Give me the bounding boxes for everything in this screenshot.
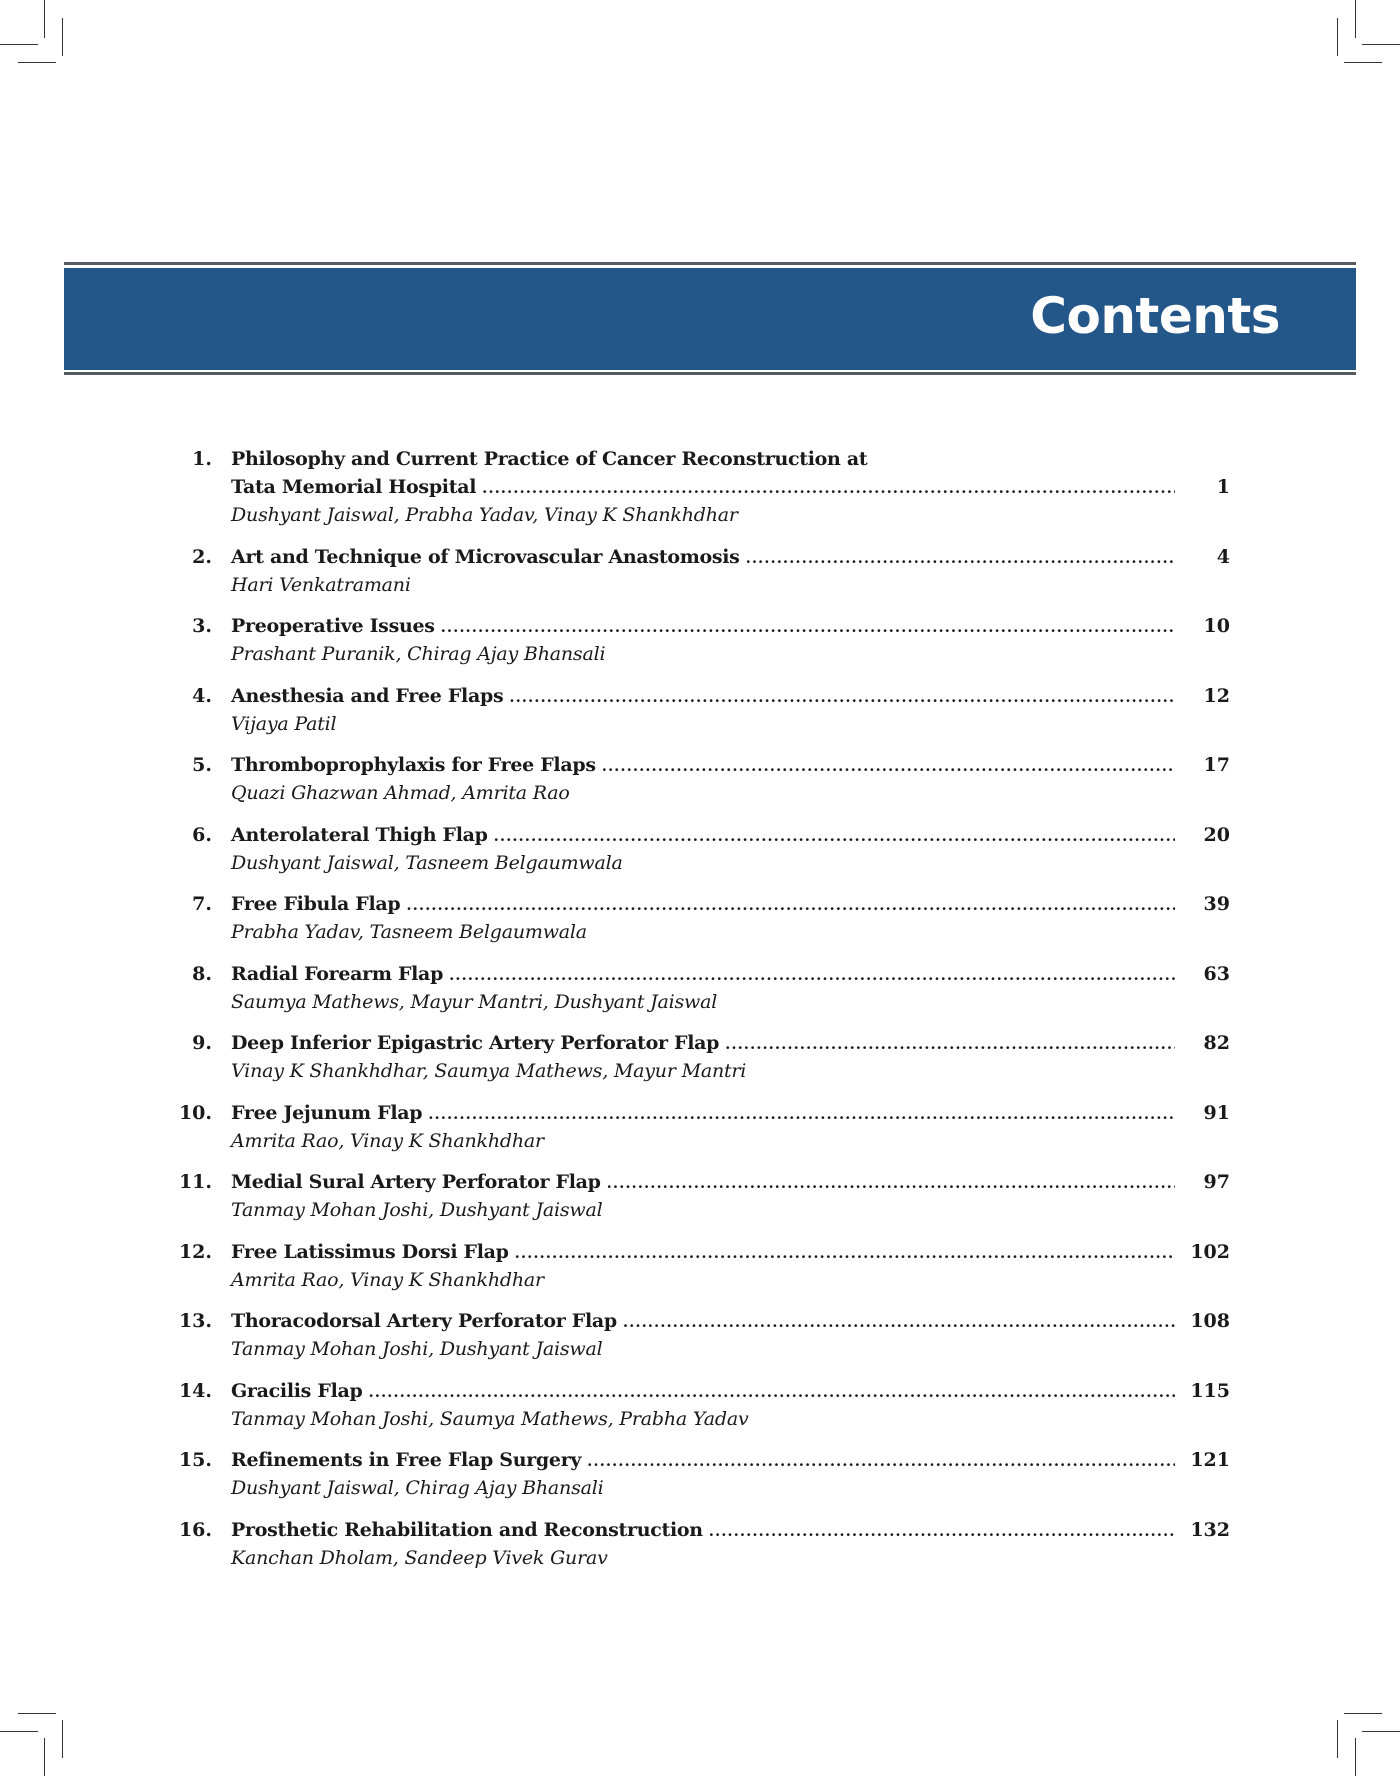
- chapter-title[interactable]: Free Latissimus Dorsi Flap: [231, 1240, 509, 1263]
- chapter-authors: Amrita Rao, Vinay K Shankhdhar: [231, 1268, 544, 1291]
- toc-entry-title-line: [160, 473, 1230, 501]
- chapter-number: 13.: [178, 1310, 212, 1332]
- toc-entry[interactable]: [160, 1516, 1230, 1572]
- chapter-authors: Saumya Mathews, Mayur Mantri, Dushyant Jaiswal: [231, 990, 718, 1013]
- toc-entry-first-line: [160, 445, 1230, 473]
- page-number: 108: [1190, 1310, 1230, 1332]
- chapter-authors: Vijaya Patil: [231, 712, 337, 735]
- page-number: 4: [1216, 545, 1230, 568]
- dot-leader: [623, 1308, 1175, 1336]
- chapter-authors: Hari Venkatramani: [231, 573, 411, 596]
- chapter-number: 11.: [178, 1171, 212, 1193]
- chapter-number: 10.: [178, 1101, 212, 1124]
- page-number: 121: [1190, 1449, 1230, 1471]
- chapter-title[interactable]: Refinements in Free Flap Surgery: [231, 1449, 582, 1471]
- chapter-title[interactable]: Anterolateral Thigh Flap: [231, 823, 488, 846]
- chapter-title[interactable]: Prosthetic Rehabilitation and Reconstruction: [231, 1518, 703, 1541]
- chapter-title-line-1: Philosophy and Current Practice of Cancer Reconstruction at: [231, 448, 868, 470]
- page-number: 1: [1216, 476, 1230, 498]
- page-number: 10: [1203, 615, 1230, 637]
- crop-mark: [1337, 1720, 1338, 1758]
- contents-banner: [64, 268, 1356, 370]
- chapter-number: 7.: [192, 893, 212, 915]
- chapter-title[interactable]: Medial Sural Artery Perforator Flap: [231, 1171, 601, 1193]
- chapter-number: 14.: [178, 1379, 212, 1402]
- dot-leader: [441, 613, 1175, 641]
- table-of-contents: [160, 445, 1230, 1585]
- chapter-authors: Prabha Yadav, Tasneem Belgaumwala: [231, 921, 587, 943]
- crop-mark: [1355, 0, 1356, 38]
- page-number: 20: [1203, 823, 1230, 846]
- toc-entry[interactable]: [160, 890, 1230, 946]
- crop-mark: [1344, 1713, 1382, 1714]
- toc-entry[interactable]: [160, 1029, 1230, 1085]
- chapter-number: 12.: [178, 1240, 212, 1263]
- dot-leader: [725, 1030, 1175, 1058]
- toc-entry[interactable]: [160, 1307, 1230, 1363]
- page-number: 17: [1203, 754, 1230, 776]
- dot-leader: [709, 1517, 1175, 1545]
- crop-mark: [1344, 62, 1382, 63]
- toc-entry[interactable]: [160, 682, 1230, 738]
- page-number: 115: [1190, 1379, 1230, 1402]
- chapter-number: 3.: [192, 615, 212, 637]
- chapter-authors: Dushyant Jaiswal, Chirag Ajay Bhansali: [231, 1477, 604, 1499]
- page-number: 82: [1203, 1032, 1230, 1054]
- dot-leader: [515, 1239, 1175, 1267]
- toc-entry[interactable]: [160, 1377, 1230, 1433]
- dot-leader: [406, 891, 1175, 919]
- crop-mark: [62, 18, 63, 56]
- toc-entry[interactable]: [160, 445, 1230, 529]
- chapter-number: 1.: [192, 448, 212, 470]
- crop-mark: [0, 1731, 38, 1732]
- chapter-authors: Vinay K Shankhdhar, Saumya Mathews, Mayur Mantri: [231, 1060, 747, 1082]
- page-number: 102: [1190, 1240, 1230, 1263]
- crop-mark: [62, 1720, 63, 1758]
- page-title: Contents: [1030, 287, 1280, 345]
- chapter-number: 5.: [192, 754, 212, 776]
- chapter-authors: Dushyant Jaiswal, Prabha Yadav, Vinay K Shankhdhar: [231, 504, 738, 526]
- dot-leader: [449, 961, 1175, 989]
- chapter-number: 16.: [178, 1518, 212, 1541]
- dot-leader: [428, 1100, 1175, 1128]
- crop-mark: [1337, 18, 1338, 56]
- chapter-title[interactable]: Free Fibula Flap: [231, 893, 401, 915]
- chapter-title[interactable]: Thromboprophylaxis for Free Flaps: [231, 754, 596, 776]
- chapter-title[interactable]: Radial Forearm Flap: [231, 962, 444, 985]
- dot-leader: [509, 683, 1175, 711]
- chapter-authors: Kanchan Dholam, Sandeep Vivek Gurav: [231, 1546, 608, 1569]
- dot-leader: [607, 1169, 1175, 1197]
- page-number: 12: [1203, 684, 1230, 707]
- toc-entry[interactable]: [160, 1168, 1230, 1224]
- chapter-authors: Prashant Puranik, Chirag Ajay Bhansali: [231, 643, 606, 665]
- page-number: 91: [1203, 1101, 1230, 1124]
- page-number: 39: [1203, 893, 1230, 915]
- banner-top-rule: [64, 262, 1356, 265]
- toc-entry[interactable]: [160, 751, 1230, 807]
- chapter-authors: Tanmay Mohan Joshi, Dushyant Jaiswal: [231, 1199, 603, 1221]
- chapter-title[interactable]: Preoperative Issues: [231, 615, 435, 637]
- dot-leader: [482, 474, 1175, 502]
- chapter-number: 2.: [192, 545, 212, 568]
- toc-entry[interactable]: [160, 1446, 1230, 1502]
- chapter-title[interactable]: Gracilis Flap: [231, 1379, 363, 1402]
- chapter-title[interactable]: Deep Inferior Epigastric Artery Perforator Flap: [231, 1032, 720, 1054]
- chapter-number: 15.: [178, 1449, 212, 1471]
- chapter-title[interactable]: Art and Technique of Microvascular Anastomosis: [231, 545, 740, 568]
- crop-mark: [1362, 1731, 1400, 1732]
- chapter-authors: Amrita Rao, Vinay K Shankhdhar: [231, 1129, 544, 1152]
- chapter-number: 9.: [192, 1032, 212, 1054]
- crop-mark: [18, 62, 56, 63]
- toc-entry[interactable]: [160, 960, 1230, 1016]
- banner-bottom-rule: [64, 372, 1356, 375]
- chapter-number: 6.: [192, 823, 212, 846]
- chapter-authors: Dushyant Jaiswal, Tasneem Belgaumwala: [231, 851, 623, 874]
- dot-leader: [602, 752, 1175, 780]
- crop-mark: [0, 44, 38, 45]
- dot-leader: [369, 1378, 1176, 1406]
- crop-mark: [1362, 44, 1400, 45]
- toc-entry[interactable]: [160, 543, 1230, 599]
- crop-mark: [44, 1738, 45, 1776]
- dot-leader: [494, 822, 1175, 850]
- chapter-authors: Tanmay Mohan Joshi, Saumya Mathews, Prabha Yadav: [231, 1407, 749, 1430]
- chapter-title[interactable]: Free Jejunum Flap: [231, 1101, 423, 1124]
- chapter-authors: Tanmay Mohan Joshi, Dushyant Jaiswal: [231, 1338, 603, 1360]
- toc-entry[interactable]: [160, 1238, 1230, 1294]
- chapter-number: 8.: [192, 962, 212, 985]
- crop-mark: [44, 0, 45, 38]
- toc-entry[interactable]: [160, 821, 1230, 877]
- chapter-title[interactable]: Anesthesia and Free Flaps: [231, 684, 504, 707]
- crop-mark: [1355, 1738, 1356, 1776]
- chapter-title[interactable]: Thoracodorsal Artery Perforator Flap: [231, 1310, 617, 1332]
- toc-entry[interactable]: [160, 1099, 1230, 1155]
- chapter-title[interactable]: Tata Memorial Hospital: [231, 476, 477, 498]
- page-number: 132: [1190, 1518, 1230, 1541]
- chapter-authors: Quazi Ghazwan Ahmad, Amrita Rao: [231, 782, 570, 804]
- chapter-number: 4.: [192, 684, 212, 707]
- dot-leader: [587, 1447, 1175, 1475]
- page-number: 97: [1203, 1171, 1230, 1193]
- page-number: 63: [1203, 962, 1230, 985]
- crop-mark: [18, 1713, 56, 1714]
- dot-leader: [746, 544, 1175, 572]
- toc-entry[interactable]: [160, 612, 1230, 668]
